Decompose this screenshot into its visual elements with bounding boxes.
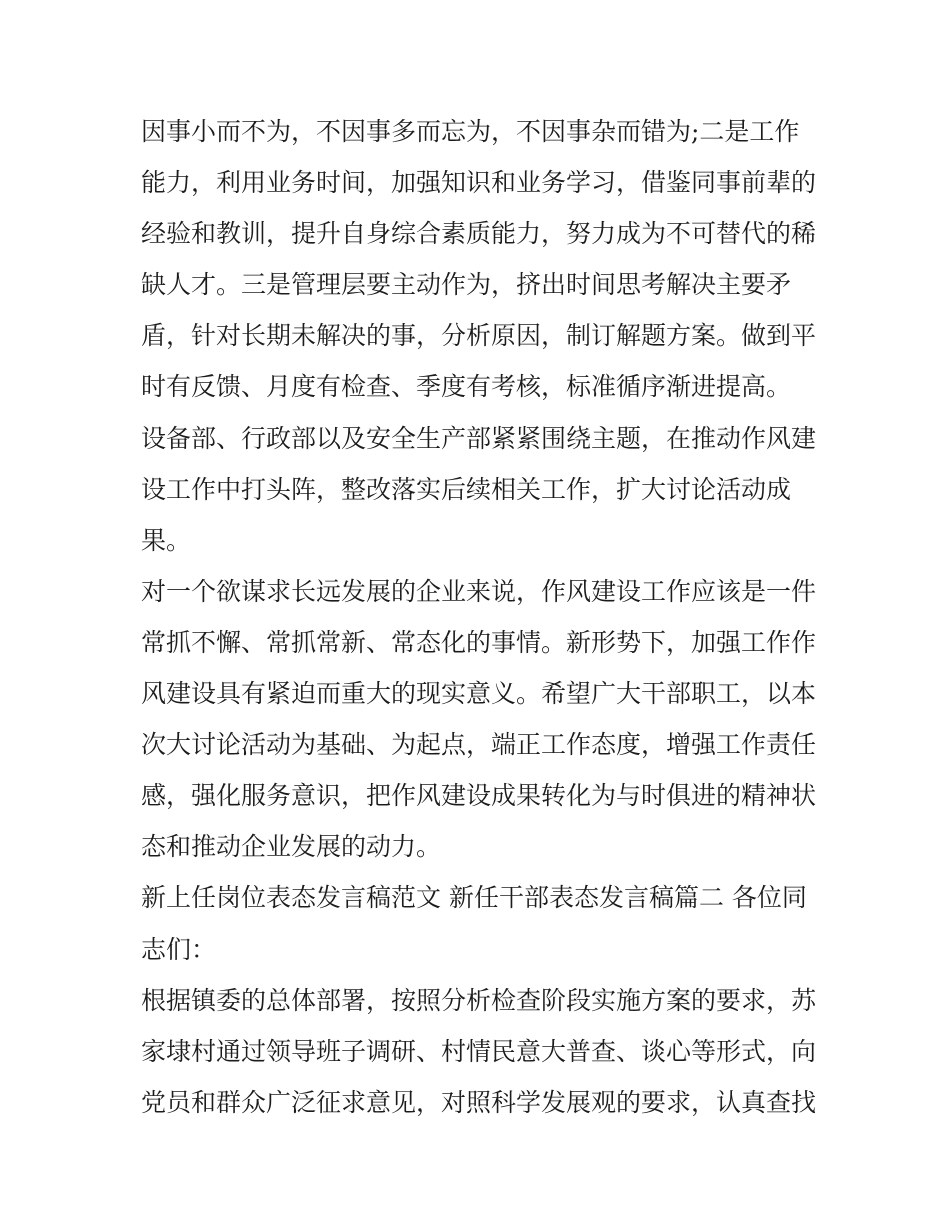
text-line: 果。	[141, 525, 192, 555]
text-line: 风建设具有紧迫而重大的现实意义。希望广大干部职工，以本	[141, 679, 817, 709]
text-line: 盾，针对长期未解决的事，分析原因，制订解题方案。做到平	[141, 321, 817, 351]
text-line: 志们：	[141, 934, 217, 964]
text-line: 能力，利用业务时间，加强知识和业务学习，借鉴同事前辈的	[141, 168, 817, 198]
text-line: 党员和群众广泛征求意见，对照科学发展观的要求，认真查找	[141, 1087, 817, 1117]
text-line: 经验和教训，提升自身综合素质能力，努力成为不可替代的稀	[141, 219, 817, 249]
text-line: 家埭村通过领导班子调研、村情民意大普查、谈心等形式，向	[141, 1036, 817, 1066]
text-line: 根据镇委的总体部署，按照分析检查阶段实施方案的要求，苏	[141, 985, 817, 1015]
text-line: 设工作中打头阵，整改落实后续相关工作，扩大讨论活动成	[141, 474, 792, 504]
text-line: 感，强化服务意识，把作风建设成果转化为与时俱进的精神状	[141, 781, 817, 811]
text-line: 态和推动企业发展的动力。	[141, 832, 442, 862]
document-body	[141, 106, 821, 1128]
text-line: 缺人才。三是管理层要主动作为，挤出时间思考解决主要矛	[141, 270, 792, 300]
text-line: 次大讨论活动为基础、为起点，端正工作态度，增强工作责任	[141, 730, 817, 760]
text-line: 对一个欲谋求长远发展的企业来说，作风建设工作应该是一件	[141, 576, 817, 606]
text-line: 设备部、行政部以及安全生产部紧紧围绕主题，在推动作风建	[141, 423, 817, 453]
text-line: 新上任岗位表态发言稿范文 新任干部表态发言稿篇二 各位同	[141, 883, 807, 913]
text-line: 时有反馈、月度有检查、季度有考核，标准循序渐进提高。	[141, 372, 792, 402]
text-line: 常抓不懈、常抓常新、常态化的事情。新形势下，加强工作作	[141, 627, 817, 657]
text-line: 因事小而不为，不因事多而忘为，不因事杂而错为;二是工作	[141, 117, 800, 146]
